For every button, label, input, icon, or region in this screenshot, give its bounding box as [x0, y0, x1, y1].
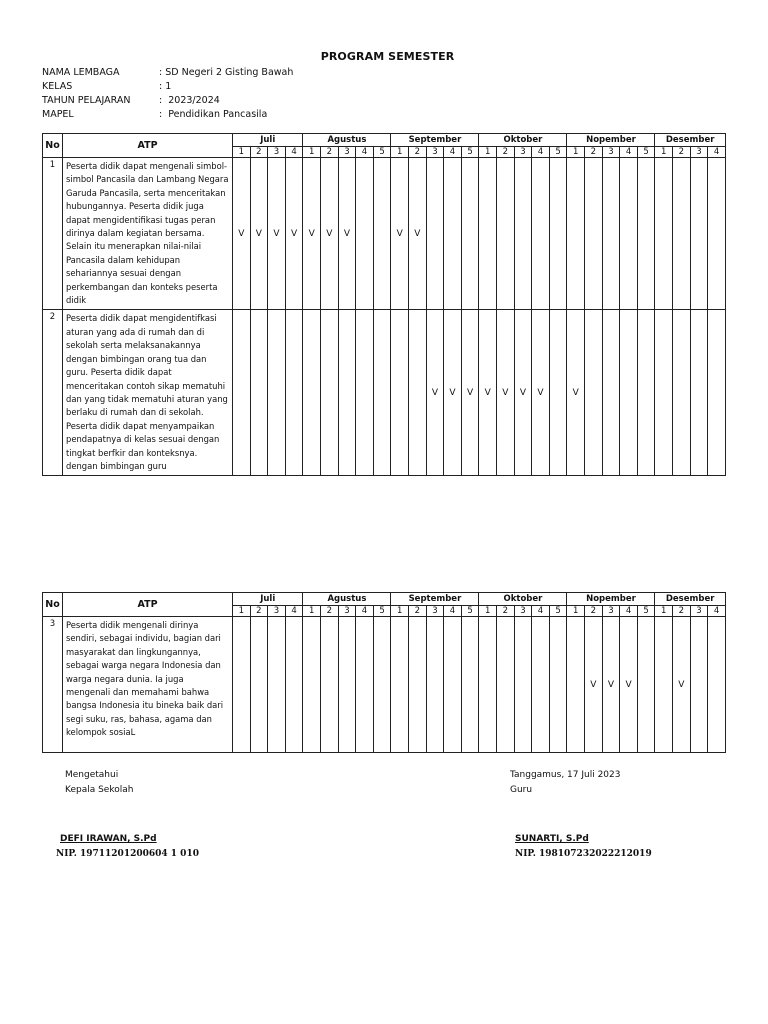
week-cell — [409, 310, 427, 476]
week-header: 4 — [532, 606, 550, 617]
week-cell — [567, 617, 585, 753]
week-cell — [479, 158, 497, 310]
week-cell — [532, 617, 550, 753]
month-header: Agustus — [303, 593, 391, 606]
month-header: Juli — [233, 593, 303, 606]
info-label: KELAS — [42, 81, 73, 92]
week-header: 2 — [497, 606, 515, 617]
week-cell — [356, 310, 374, 476]
signature-right-line2: Guru — [510, 785, 533, 795]
signature-right-name: SUNARTI, S.Pd — [515, 834, 589, 844]
week-cell — [373, 310, 391, 476]
week-header: 2 — [585, 606, 603, 617]
week-mark: V — [321, 158, 339, 310]
week-cell — [338, 310, 356, 476]
week-cell — [444, 158, 462, 310]
week-mark: V — [673, 617, 691, 753]
week-header: 4 — [285, 147, 303, 158]
week-mark: V — [285, 158, 303, 310]
week-cell — [391, 310, 409, 476]
week-mark: V — [532, 310, 550, 476]
week-header: 1 — [479, 606, 497, 617]
week-header: 1 — [303, 606, 321, 617]
header-atp: ATP — [63, 593, 233, 617]
week-cell — [514, 158, 532, 310]
week-header: 1 — [655, 606, 673, 617]
week-cell — [356, 158, 374, 310]
week-mark: V — [497, 310, 515, 476]
week-cell — [602, 158, 620, 310]
week-cell — [321, 617, 339, 753]
week-header: 4 — [708, 606, 726, 617]
row-atp-text: Peserta didik mengenali dirinya sendiri, sebagai individu, bagian dari masyarakat dan lingkungannya, sebagai warga negara Indonesia dan warga negara dunia. Ia juga mengenali dan memahami bahwa bangsa Indonesia itu bineka baik dari segi suku, ras, bahasa, agama dan kelompok sosiaL — [63, 617, 233, 753]
week-header: 1 — [391, 606, 409, 617]
week-header: 1 — [655, 147, 673, 158]
week-mark: V — [338, 158, 356, 310]
week-cell — [549, 158, 567, 310]
signature-left-line2: Kepala Sekolah — [65, 785, 134, 795]
week-cell — [233, 310, 251, 476]
signature-left — [65, 768, 133, 798]
week-header: 1 — [391, 147, 409, 158]
info-value: : 2023/2024 — [159, 95, 220, 106]
signature-right-line1: Tanggamus, 17 Juli 2023 — [510, 770, 621, 780]
week-cell — [549, 617, 567, 753]
week-header: 3 — [338, 606, 356, 617]
week-header: 2 — [321, 147, 339, 158]
week-header: 4 — [708, 147, 726, 158]
week-header: 5 — [549, 606, 567, 617]
info-row — [42, 66, 293, 80]
week-header: 5 — [373, 147, 391, 158]
row-number: 1 — [43, 158, 63, 310]
week-header: 3 — [426, 606, 444, 617]
week-cell — [250, 617, 268, 753]
month-header: September — [391, 134, 479, 147]
info-block — [42, 66, 293, 122]
week-mark: V — [585, 617, 603, 753]
week-header: 5 — [549, 147, 567, 158]
week-cell — [602, 310, 620, 476]
week-cell — [585, 158, 603, 310]
week-cell — [655, 158, 673, 310]
row-atp-text: Peserta didik dapat mengenali simbol-simbol Pancasila dan Lambang Negara Garuda Pancasila, serta menceritakan hubungannya. Peserta didik juga dapat mengidentifikasi tugas peran dirinya dalam kegiatan bersama. Selain itu menerapkan nilai-nilai Pancasila dalam kehidupan sehariannya sesuai dengan perkembangan dan konteks peserta didik — [63, 158, 233, 310]
week-cell — [690, 310, 708, 476]
week-header: 3 — [690, 147, 708, 158]
week-cell — [655, 617, 673, 753]
week-cell — [690, 617, 708, 753]
week-header: 5 — [461, 606, 479, 617]
week-cell — [514, 617, 532, 753]
week-cell — [549, 310, 567, 476]
week-mark: V — [250, 158, 268, 310]
week-cell — [620, 158, 638, 310]
month-header: Oktober — [479, 593, 567, 606]
week-cell — [708, 310, 726, 476]
week-header: 3 — [338, 147, 356, 158]
week-cell — [285, 310, 303, 476]
week-mark: V — [303, 158, 321, 310]
week-cell — [373, 617, 391, 753]
month-header: Nopember — [567, 593, 655, 606]
week-header: 2 — [497, 147, 515, 158]
week-header: 3 — [602, 606, 620, 617]
week-cell — [303, 310, 321, 476]
table-row — [43, 310, 726, 476]
week-header: 5 — [637, 147, 655, 158]
week-header: 3 — [602, 147, 620, 158]
info-value: : 1 — [159, 81, 172, 92]
schedule-table-1 — [42, 133, 726, 476]
week-cell — [673, 310, 691, 476]
signature-right — [510, 768, 621, 798]
week-cell — [426, 158, 444, 310]
row-number: 3 — [43, 617, 63, 753]
week-header: 2 — [321, 606, 339, 617]
week-header: 5 — [637, 606, 655, 617]
week-header: 2 — [585, 147, 603, 158]
week-header: 1 — [567, 606, 585, 617]
week-cell — [285, 617, 303, 753]
week-header: 4 — [356, 606, 374, 617]
week-cell — [268, 617, 286, 753]
week-cell — [321, 310, 339, 476]
week-header: 1 — [567, 147, 585, 158]
week-header: 1 — [233, 606, 251, 617]
week-cell — [356, 617, 374, 753]
schedule-table-2 — [42, 592, 726, 753]
week-mark: V — [268, 158, 286, 310]
table-row — [43, 158, 726, 310]
week-header: 3 — [268, 606, 286, 617]
week-header: 2 — [409, 606, 427, 617]
week-cell — [233, 617, 251, 753]
week-cell — [690, 158, 708, 310]
week-cell — [655, 310, 673, 476]
week-cell — [303, 617, 321, 753]
month-header: Desember — [655, 134, 725, 147]
month-header: Oktober — [479, 134, 567, 147]
month-header: Desember — [655, 593, 725, 606]
signature-left-nip: NIP. 19711201200604 1 010 — [56, 849, 199, 859]
week-cell — [409, 617, 427, 753]
week-mark: V — [567, 310, 585, 476]
week-cell — [532, 158, 550, 310]
signature-right-nip: NIP. 198107232022212019 — [515, 849, 652, 859]
week-header: 4 — [444, 606, 462, 617]
info-row — [42, 108, 293, 122]
header-no: No — [43, 593, 63, 617]
week-header: 3 — [268, 147, 286, 158]
week-header: 4 — [620, 606, 638, 617]
week-cell — [567, 158, 585, 310]
week-mark: V — [233, 158, 251, 310]
week-cell — [426, 617, 444, 753]
info-row — [42, 94, 293, 108]
week-cell — [250, 310, 268, 476]
week-header: 2 — [250, 147, 268, 158]
week-mark: V — [426, 310, 444, 476]
info-label: TAHUN PELAJARAN — [42, 95, 131, 106]
week-cell — [338, 617, 356, 753]
week-header: 2 — [409, 147, 427, 158]
week-cell — [620, 310, 638, 476]
week-header: 4 — [285, 606, 303, 617]
week-cell — [708, 617, 726, 753]
week-cell — [637, 158, 655, 310]
week-header: 5 — [373, 606, 391, 617]
table-row — [43, 617, 726, 753]
week-header: 2 — [250, 606, 268, 617]
week-header: 4 — [444, 147, 462, 158]
row-atp-text: Peserta didik dapat mengidentifkasi aturan yang ada di rumah dan di sekolah serta melaksanakannya dengan bimbingan orang tua dan guru. Peserta didik dapat menceritakan contoh sikap mematuhi dan yang tidak mematuhi aturan yang berlaku di rumah dan di sekolah. Peserta didik dapat menyampaikan pendapatnya di kelas sesuai dengan tingkat berfkir dan konteksnya. dengan bimbingan guru — [63, 310, 233, 476]
info-value: : SD Negeri 2 Gisting Bawah — [159, 67, 294, 78]
signature-left-line1: Mengetahui — [65, 770, 119, 780]
week-cell — [268, 310, 286, 476]
header-no: No — [43, 134, 63, 158]
page-title: PROGRAM SEMESTER — [320, 50, 455, 63]
week-cell — [637, 617, 655, 753]
week-header: 3 — [514, 147, 532, 158]
week-cell — [497, 158, 515, 310]
week-mark: V — [409, 158, 427, 310]
week-mark: V — [514, 310, 532, 476]
week-mark: V — [479, 310, 497, 476]
week-header: 4 — [356, 147, 374, 158]
week-cell — [479, 617, 497, 753]
signature-left-name: DEFI IRAWAN, S.Pd — [60, 834, 157, 844]
week-header: 2 — [673, 606, 691, 617]
week-header: 3 — [426, 147, 444, 158]
week-mark: V — [444, 310, 462, 476]
week-mark: V — [620, 617, 638, 753]
week-cell — [373, 158, 391, 310]
week-mark: V — [391, 158, 409, 310]
week-cell — [673, 158, 691, 310]
header-atp: ATP — [63, 134, 233, 158]
month-header: September — [391, 593, 479, 606]
week-header: 1 — [233, 147, 251, 158]
month-header: Juli — [233, 134, 303, 147]
week-cell — [497, 617, 515, 753]
week-cell — [461, 617, 479, 753]
week-header: 1 — [303, 147, 321, 158]
row-number: 2 — [43, 310, 63, 476]
week-cell — [585, 310, 603, 476]
week-cell — [391, 617, 409, 753]
week-cell — [637, 310, 655, 476]
week-header: 3 — [514, 606, 532, 617]
week-header: 2 — [673, 147, 691, 158]
month-header: Nopember — [567, 134, 655, 147]
week-header: 1 — [479, 147, 497, 158]
month-header: Agustus — [303, 134, 391, 147]
info-value: : Pendidikan Pancasila — [159, 109, 268, 120]
week-cell — [461, 158, 479, 310]
week-cell — [444, 617, 462, 753]
week-header: 5 — [461, 147, 479, 158]
week-cell — [708, 158, 726, 310]
week-mark: V — [602, 617, 620, 753]
week-header: 3 — [690, 606, 708, 617]
info-label: NAMA LEMBAGA — [42, 67, 120, 78]
week-header: 4 — [532, 147, 550, 158]
week-mark: V — [461, 310, 479, 476]
info-label: MAPEL — [42, 109, 74, 120]
info-row — [42, 80, 293, 94]
week-header: 4 — [620, 147, 638, 158]
